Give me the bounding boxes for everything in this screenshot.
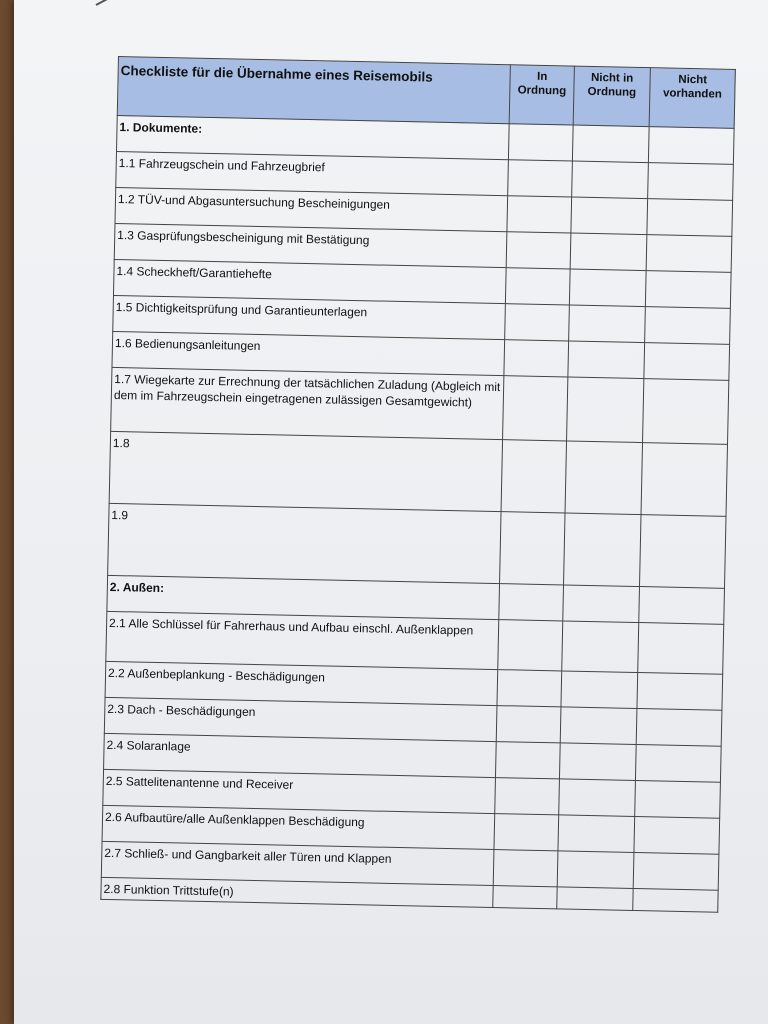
- cell-nicht-in-ordnung[interactable]: [565, 441, 643, 515]
- cell-nicht-vorhanden[interactable]: [634, 816, 720, 854]
- row-label: 1.9: [108, 503, 502, 583]
- cell-in-ordnung[interactable]: [506, 268, 570, 305]
- checklist-sheet: [100, 56, 736, 913]
- checklist-table: [100, 56, 736, 913]
- column-nicht-vorhanden: Nicht vorhanden: [649, 68, 735, 129]
- cell-in-ordnung[interactable]: [507, 196, 571, 233]
- cell-in-ordnung[interactable]: [499, 584, 563, 621]
- row-label: 1.4 Scheckheft/Garantiehefte: [113, 259, 506, 303]
- cell-nicht-vorhanden[interactable]: [638, 623, 724, 675]
- column-in-ordnung: In Ordnung: [509, 65, 574, 125]
- cell-nicht-in-ordnung[interactable]: [561, 671, 638, 709]
- cell-in-ordnung[interactable]: [498, 620, 563, 671]
- cell-nicht-vorhanden[interactable]: [647, 199, 733, 237]
- row-label: 2.7 Schließ- und Gangbarkeit aller Türen und Klappen: [101, 841, 494, 885]
- row-label: 1.7 Wiegekarte zur Errechnung der tatsächlichen Zuladung (Abgleich mit dem im Fahrzeugschein eingetragenen zulässigen Gesamtgewicht): [111, 367, 505, 439]
- cell-nicht-vorhanden[interactable]: [636, 745, 722, 783]
- checklist-title: Checkliste für die Übernahme eines Reisemobils: [117, 57, 510, 124]
- cell-nicht-vorhanden[interactable]: [649, 127, 735, 165]
- cell-nicht-in-ordnung[interactable]: [563, 585, 640, 623]
- cell-nicht-vorhanden[interactable]: [643, 379, 729, 445]
- cell-nicht-in-ordnung[interactable]: [558, 815, 635, 853]
- row-label: 2.2 Außenbeplankung - Beschädigungen: [105, 661, 498, 705]
- cell-in-ordnung[interactable]: [508, 160, 572, 197]
- row-label: 2.8 Funktion Trittstufe(n): [101, 877, 494, 907]
- row-label: 2.4 Solaranlage: [104, 733, 497, 777]
- row-label: 1.2 TÜV-und Abgasuntersuchung Bescheinigungen: [115, 187, 508, 231]
- cell-nicht-in-ordnung[interactable]: [566, 377, 644, 443]
- cell-nicht-in-ordnung[interactable]: [570, 233, 647, 271]
- cell-in-ordnung[interactable]: [496, 706, 560, 743]
- row-label: 1.8: [109, 431, 503, 511]
- row-label: 2.5 Sattelitenantenne und Receiver: [103, 769, 496, 813]
- cell-nicht-vorhanden[interactable]: [633, 888, 718, 912]
- cell-nicht-vorhanden[interactable]: [641, 443, 727, 517]
- cell-nicht-in-ordnung[interactable]: [572, 125, 649, 163]
- table-row: [109, 431, 727, 516]
- cell-nicht-vorhanden[interactable]: [645, 307, 731, 345]
- cell-in-ordnung[interactable]: [509, 124, 573, 161]
- cell-in-ordnung[interactable]: [497, 670, 561, 707]
- cell-in-ordnung[interactable]: [493, 886, 557, 909]
- cell-nicht-in-ordnung[interactable]: [557, 851, 634, 889]
- row-label: 1.3 Gasprüfungsbescheinigung mit Bestätigung: [114, 223, 507, 267]
- cell-nicht-in-ordnung[interactable]: [568, 341, 645, 379]
- cell-in-ordnung[interactable]: [506, 232, 570, 269]
- row-label: 1.6 Bedienungsanleitungen: [112, 331, 505, 375]
- row-label: 2.3 Dach - Beschädigungen: [104, 697, 497, 741]
- cell-in-ordnung[interactable]: [500, 512, 565, 585]
- column-nicht-in-ordnung: Nicht in Ordnung: [573, 66, 651, 127]
- cell-in-ordnung[interactable]: [493, 850, 557, 887]
- cell-nicht-in-ordnung[interactable]: [557, 887, 634, 911]
- paper-sheet: [14, 0, 768, 1024]
- cell-nicht-in-ordnung[interactable]: [562, 621, 639, 673]
- cell-nicht-in-ordnung[interactable]: [571, 161, 648, 199]
- cell-nicht-in-ordnung[interactable]: [559, 743, 636, 781]
- row-label: 1.5 Dichtigkeitsprüfung und Garantieunterlagen: [113, 295, 506, 339]
- cell-in-ordnung[interactable]: [494, 814, 558, 851]
- cell-in-ordnung[interactable]: [496, 742, 560, 779]
- cell-in-ordnung[interactable]: [504, 340, 568, 377]
- cell-nicht-in-ordnung[interactable]: [571, 197, 648, 235]
- cell-nicht-vorhanden[interactable]: [635, 780, 721, 818]
- cell-nicht-in-ordnung[interactable]: [569, 269, 646, 307]
- cell-nicht-vorhanden[interactable]: [637, 673, 723, 711]
- cell-nicht-vorhanden[interactable]: [636, 709, 722, 747]
- cell-in-ordnung[interactable]: [495, 778, 559, 815]
- table-row: [108, 503, 726, 588]
- row-label: 2. Außen:: [107, 575, 500, 619]
- row-label: 1. Dokumente:: [116, 115, 509, 159]
- pen-mark: [96, 0, 132, 6]
- cell-nicht-vorhanden[interactable]: [646, 271, 732, 309]
- cell-in-ordnung[interactable]: [501, 440, 566, 513]
- cell-nicht-in-ordnung[interactable]: [560, 707, 637, 745]
- cell-nicht-in-ordnung[interactable]: [568, 305, 645, 343]
- row-label: 1.1 Fahrzeugschein und Fahrzeugbrief: [116, 151, 509, 195]
- row-label: 2.6 Aufbautüre/alle Außenklappen Beschädigung: [102, 805, 495, 849]
- row-label: 2.1 Alle Schlüssel für Fahrerhaus und Aufbau einschl. Außenklappen: [106, 611, 499, 669]
- cell-nicht-in-ordnung[interactable]: [559, 779, 636, 817]
- cell-nicht-vorhanden[interactable]: [644, 343, 730, 381]
- cell-nicht-vorhanden[interactable]: [639, 587, 725, 625]
- cell-nicht-vorhanden[interactable]: [646, 235, 732, 273]
- cell-in-ordnung[interactable]: [505, 304, 569, 341]
- cell-nicht-vorhanden[interactable]: [640, 515, 726, 589]
- cell-in-ordnung[interactable]: [503, 376, 568, 441]
- cell-nicht-in-ordnung[interactable]: [563, 513, 641, 587]
- cell-nicht-vorhanden[interactable]: [648, 163, 734, 201]
- cell-nicht-vorhanden[interactable]: [633, 852, 719, 890]
